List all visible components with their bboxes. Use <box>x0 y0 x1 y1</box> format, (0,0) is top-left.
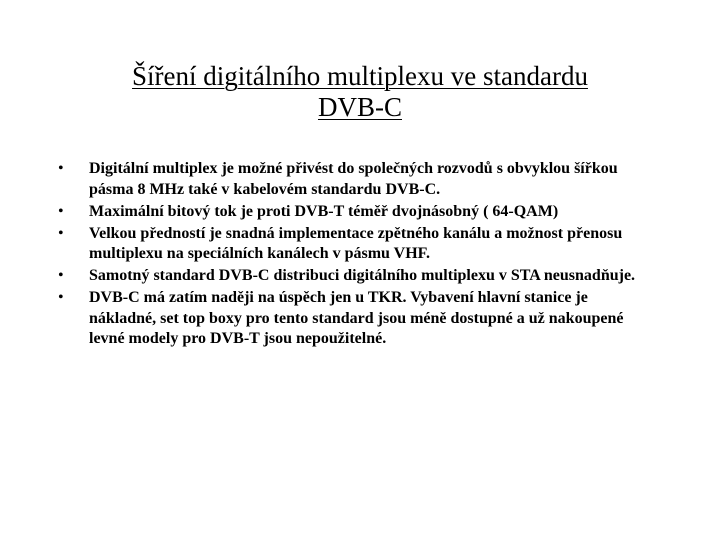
bullet-item <box>58 266 648 287</box>
slide-title-line-2: DVB-C <box>317 92 402 122</box>
bullet-icon: • <box>58 224 64 242</box>
slide-title-line-1: Šíření digitálního multiplexu ve standardu <box>132 61 588 91</box>
bullet-text: Velkou předností je snadná implementace zpětného kanálu a možnost přenosu multiplexu na speciálních kanálech v pásmu VHF. <box>89 224 623 262</box>
bullet-text: Maximální bitový tok je proti DVB-T téměř dvojnásobný ( 64-QAM) <box>89 202 559 220</box>
bullet-item <box>58 159 648 200</box>
bullet-item <box>58 202 648 223</box>
bullet-list <box>58 159 648 351</box>
bullet-text: Samotný standard DVB-C distribuci digitálního multiplexu v STA neusnadňuje. <box>89 267 636 284</box>
bullet-icon: • <box>58 267 64 284</box>
bullet-text: DVB-C má zatím naději na úspěch jen u TKR. Vybavení hlavní stanice je nákladné, set top boxy pro tento standard jsou méně dostupné a už nakoupené levné modely pro DVB-T jsou nepoužitelné. <box>89 289 624 347</box>
bullet-item <box>58 224 648 265</box>
bullet-icon: • <box>58 160 64 177</box>
slide-title <box>60 61 660 123</box>
bullet-icon: • <box>58 202 64 220</box>
bullet-icon: • <box>58 289 64 306</box>
bullet-text: Digitální multiplex je možné přivést do společných rozvodů s obvyklou šířkou pásma 8 MHz také v kabelovém standardu DVB-C. <box>89 160 618 198</box>
bullet-item <box>58 288 648 350</box>
